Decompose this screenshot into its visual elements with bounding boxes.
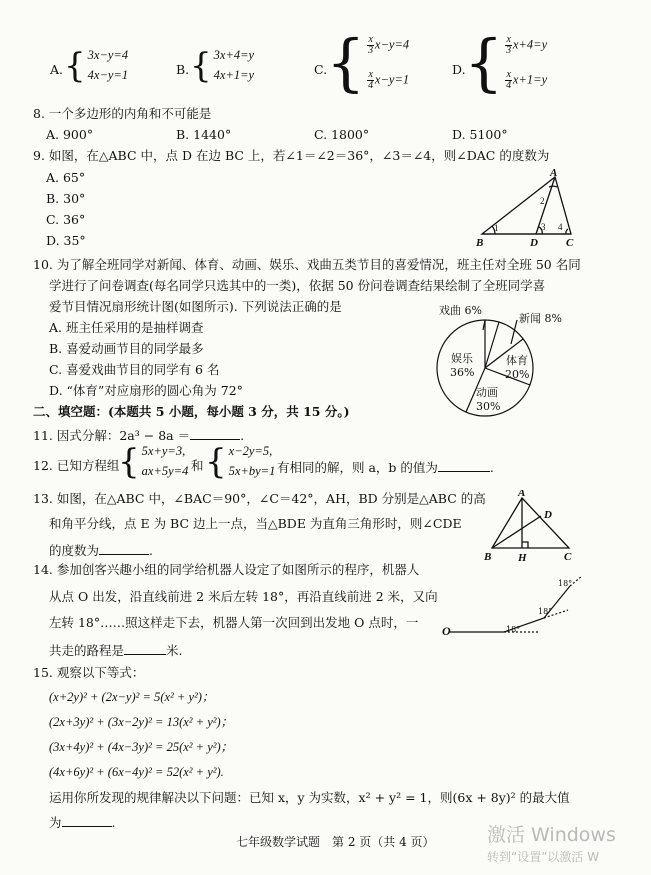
q12-system-2: { x−2y=5, 5x+by=1 (205, 441, 276, 482)
q7-a-eq2: 4x−y=1 (87, 68, 129, 82)
q12-mid: 和 (191, 458, 204, 473)
q7-b-eq1: 3x+4=y (213, 48, 255, 62)
q15-eq-1: (x+2y)² + (2x−y)² = 5(x² + y²)； (49, 690, 215, 704)
q14-line1: 14. 参加创客兴趣小组的同学给机器人设定了如图所示的程序，机器人 (33, 562, 420, 577)
q14-line2: 从点 O 出发，沿直线前进 2 米后左转 18°，再沿直线前进 2 米，又向 (49, 589, 438, 604)
q12-post-line: 有相同的解，则 a，b 的值为 . (277, 460, 494, 475)
q11-blank[interactable] (190, 428, 240, 440)
q10-line1: 10. 为了解全班同学对新闻、体育、动画、娱乐、戏曲五类节目的喜爱情况，班主任对全班 50 名同 (33, 257, 581, 272)
q7-a-eq1: 3x−y=4 (87, 48, 129, 62)
left-brace: { (464, 26, 504, 99)
q7-option-a-letter: A. (50, 62, 64, 77)
q12-s2-eq1: x−2y=5, (228, 444, 273, 458)
q15-ask2: 为 . (49, 815, 116, 830)
q15-ask: 运用你所发现的规律解决以下问题：已知 x，y 为实数，x² + y² = 1，则(6x + 8y)² 的最大值 (49, 790, 570, 805)
q10-line2: 学进行了问卷调查(每名同学只选其中的一类)，依据 50 份问卷调查结果绘制了全班同学喜 (49, 278, 546, 293)
q7-option-c-letter: C. (314, 62, 328, 77)
q14-angle-1: 18° (506, 625, 521, 634)
q14-path-figure (440, 574, 600, 644)
watermark-line1: 激活 Windows (487, 824, 616, 846)
q10-pie-figure (425, 300, 575, 422)
section-2-heading: 二、填空题：(本题共 5 小题，每小题 3 分，共 15 分。) (33, 404, 350, 419)
q13-triangle-figure (480, 490, 580, 564)
q10-label-donghua: 动画 (476, 386, 498, 399)
q12-s2-eq2: 5x+by=1 (228, 464, 276, 478)
q9-option-c: C. 36° (46, 212, 86, 227)
q7-option-b-letter: B. (176, 62, 190, 77)
q14-label-o: O (442, 624, 451, 638)
q13-blank[interactable] (99, 543, 149, 555)
q10-option-a: A. 班主任采用的是抽样调查 (49, 320, 204, 335)
q10-label-donghua-pct: 30% (476, 400, 501, 413)
q9-label-d: D (530, 237, 538, 248)
q10-option-b: B. 喜爱动画节目的同学最多 (49, 341, 204, 356)
q13-line3: 的度数为 . (49, 543, 153, 558)
q11-stem: 11. 因式分解：2a³ − 8a ＝ (33, 428, 191, 443)
q14-line4-pre: 共走的路程是 (49, 643, 125, 658)
q15-stem: 15. 观察以下等式： (33, 665, 145, 680)
q13-label-d: D (544, 509, 552, 521)
q10-label-xinwen: 新闻 8% (519, 312, 562, 325)
q13-label-h: H (518, 552, 527, 564)
q10-line3: 爱节目情况扇形统计图(如图所示). 下列说法正确的是 (49, 299, 342, 314)
left-brace: { (64, 45, 86, 86)
q13-label-c: C (564, 551, 572, 563)
q15-eq-4: (4x+6y)² + (6x−4y)² = 52(x² + y²). (49, 765, 224, 779)
q9-angle-3: 3 (541, 222, 546, 232)
q15-blank[interactable] (62, 815, 112, 827)
q9-angle-2: 2 (540, 196, 545, 206)
q10-label-tiyu-pct: 20% (505, 368, 530, 381)
left-brace: { (326, 26, 366, 99)
q15-eq-2: (2x+3y)² + (3x−2y)² = 13(x² + y²)； (49, 715, 234, 729)
q12-s1-eq2: ax+5y=4 (141, 464, 189, 478)
q7-c-eq1: x−y=4 (374, 37, 410, 52)
q13-line2: 和角平分线，点 E 为 BC 边上一点，当△BDE 为直角三角形时，则∠CDE (49, 516, 462, 531)
q14-line3: 左转 18°……照这样走下去，机器人第一次回到出发地 O 点时，一 (49, 615, 419, 630)
q11-line: 11. 因式分解：2a³ − 8a ＝ . (33, 428, 245, 443)
q14-blank[interactable] (124, 643, 166, 655)
q10-option-d: D. “体育”对应扇形的圆心角为 72° (49, 383, 243, 398)
q14-angle-2: 18° (538, 607, 553, 616)
q9-option-d: D. 35° (46, 233, 86, 248)
q8-option-b: B. 1440° (176, 127, 232, 142)
q9-option-b: B. 30° (46, 191, 86, 206)
q7-option-d-letter: D. (452, 62, 466, 77)
q9-label-c: C (566, 237, 574, 248)
q10-option-c: C. 喜爱戏曲节目的同学有 6 名 (49, 362, 220, 377)
q10-label-xiqu: 戏曲 6% (439, 304, 482, 317)
q8-option-d: D. 5100° (452, 127, 508, 142)
q7-d-eq1: x+4=y (512, 37, 548, 52)
q9-angle-1: 1 (494, 223, 499, 233)
q9-triangle-figure (470, 168, 580, 248)
q7-c-eq2: x−y=1 (374, 72, 410, 87)
q13-label-a: A (518, 490, 526, 499)
q8-stem: 8. 一个多边形的内角和不可能是 (33, 106, 212, 121)
left-brace: { (190, 45, 212, 86)
q10-label-yule-pct: 36% (450, 366, 475, 379)
q12-post: 有相同的解，则 a，b 的值为 (277, 460, 438, 475)
watermark-line2: 转到“设置”以激活 W (487, 850, 600, 864)
q10-label-tiyu: 体育 (506, 354, 528, 367)
q14-angle-3: 18° (558, 579, 573, 588)
q7-b-eq2: 4x+1=y (213, 68, 255, 82)
q7-d-eq2: x+1=y (512, 72, 548, 87)
q9-stem: 9. 如图，在△ABC 中，点 D 在边 BC 上，若∠1＝∠2＝36°，∠3＝∠4，则∠DAC 的度数为 (33, 148, 550, 163)
q12-s1-eq1: 5x+y=3, (141, 444, 186, 458)
q9-label-a: A (550, 168, 558, 179)
q9-option-a: A. 65° (46, 170, 86, 185)
q9-label-b: B (476, 237, 484, 248)
q10-label-yule: 娱乐 (451, 352, 473, 365)
q12-blank[interactable] (438, 460, 490, 472)
q12-pre: 12. 已知方程组 (33, 458, 120, 473)
q14-line4: 共走的路程是 米. (49, 643, 183, 658)
q15-eq-3: (3x+4y)² + (4x−3y)² = 25(x² + y²)； (49, 740, 234, 754)
q12-system-1: { 5x+y=3, ax+5y=4 (118, 441, 189, 482)
q13-line1: 13. 如图，在△ABC 中，∠BAC＝90°，∠C＝42°，AH，BD 分别是△ABC 的高 (33, 491, 486, 506)
q8-option-a: A. 900° (46, 127, 94, 142)
page-footer: 七年级数学试题 第 2 页（共 4 页） (236, 835, 435, 849)
q9-angle-4: 4 (558, 222, 563, 232)
q8-option-c: C. 1800° (314, 127, 370, 142)
q13-label-b: B (484, 551, 492, 563)
q13-line3-pre: 的度数为 (49, 543, 100, 558)
